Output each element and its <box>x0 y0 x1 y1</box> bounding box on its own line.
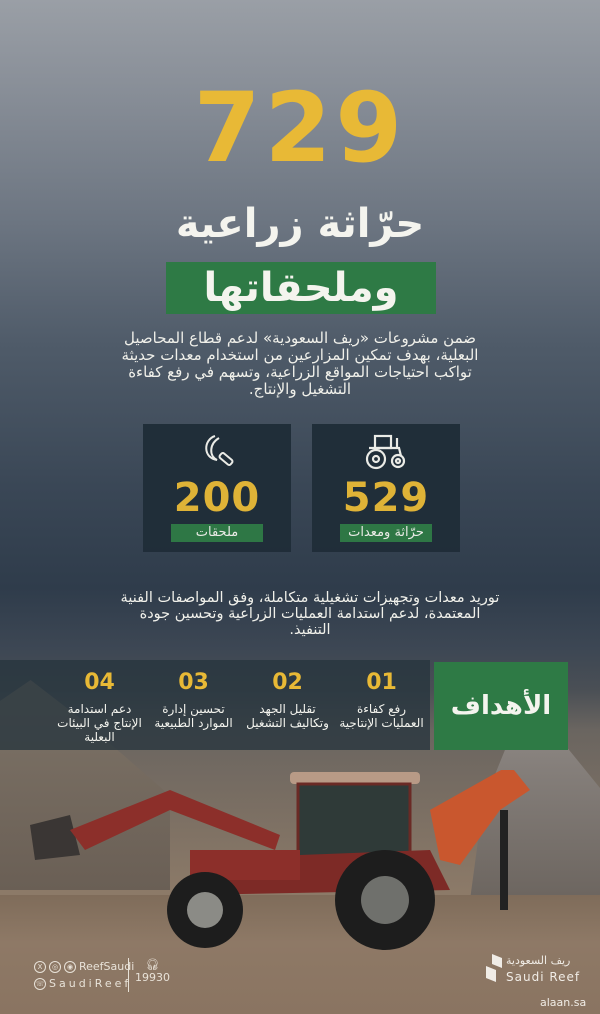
logo-arabic: ريف السعودية <box>506 954 571 967</box>
goal-number: 03 <box>178 670 209 695</box>
goals-panel <box>0 660 430 750</box>
stat-card-tractors <box>312 424 460 552</box>
stat-label: حرّاثة ومعدات <box>340 524 432 542</box>
snapchat-icon: ◎ <box>49 961 61 973</box>
watermark: alaan.sa <box>540 996 587 1009</box>
headset-icon: 🎧︎ <box>145 958 160 971</box>
goal-item <box>334 660 429 750</box>
instagram-icon: ◉ <box>64 961 76 973</box>
hero-subtitle: حرّاثة زراعية <box>175 201 425 247</box>
hero-title-box <box>166 262 436 314</box>
tractor-icon <box>312 432 460 472</box>
hotline-number: 19930 <box>135 971 170 984</box>
hero-number: 729 <box>193 72 407 184</box>
whatsapp-icon: ☏ <box>35 979 45 988</box>
goal-text: دعم استدامة الإنتاج في البيئات البعلية <box>57 702 142 744</box>
goal-number: 01 <box>366 670 397 695</box>
goal-item <box>146 660 241 750</box>
sickle-icon <box>143 432 291 472</box>
x-icon: X <box>34 961 46 973</box>
goal-number: 02 <box>272 670 303 695</box>
social-handle-2: SaudiReef <box>49 977 132 990</box>
goal-text: تحسين إدارة الموارد الطبيعية <box>154 702 233 730</box>
supply-paragraph: توريد معدات وتجهيزات تشغيلية متكاملة، وفق المواصفات الفنية المعتمدة، لدعم استدامة العمليات الزراعية وتحسين جودة التنفيذ. <box>120 590 500 638</box>
logo-english: Saudi Reef <box>506 970 581 984</box>
hotline <box>128 958 170 992</box>
stat-value: 529 <box>342 475 430 521</box>
goal-number: 04 <box>84 670 115 695</box>
stat-label: ملحقات <box>171 524 263 542</box>
stat-value: 200 <box>173 475 261 521</box>
goal-item <box>240 660 335 750</box>
social-handles <box>34 958 134 992</box>
goal-text: تقليل الجهد وتكاليف التشغيل <box>246 702 329 730</box>
goals-title: الأهداف <box>450 691 552 721</box>
goal-item <box>52 660 147 750</box>
goals-title-box <box>434 662 568 750</box>
social-handle-1: ReefSaudi <box>79 960 135 973</box>
intro-paragraph: ضمن مشروعات «ريف السعودية» لدعم قطاع المحاصيل البعلية، بهدف تمكين المزارعين من استخدام معدات حديثة تواكب احتياجات المواقع الزراعية، وتسهم في رفع كفاءة التشغيل والإنتاج. <box>121 329 479 398</box>
goal-text: رفع كفاءة العمليات الإنتاجية <box>339 702 424 730</box>
tractor-photo <box>30 770 550 950</box>
stat-card-attachments <box>143 424 291 552</box>
saudi-reef-logo <box>484 950 594 990</box>
logo-mark-icon <box>484 954 504 984</box>
hero-boxed-title: وملحقاتها <box>203 265 399 311</box>
